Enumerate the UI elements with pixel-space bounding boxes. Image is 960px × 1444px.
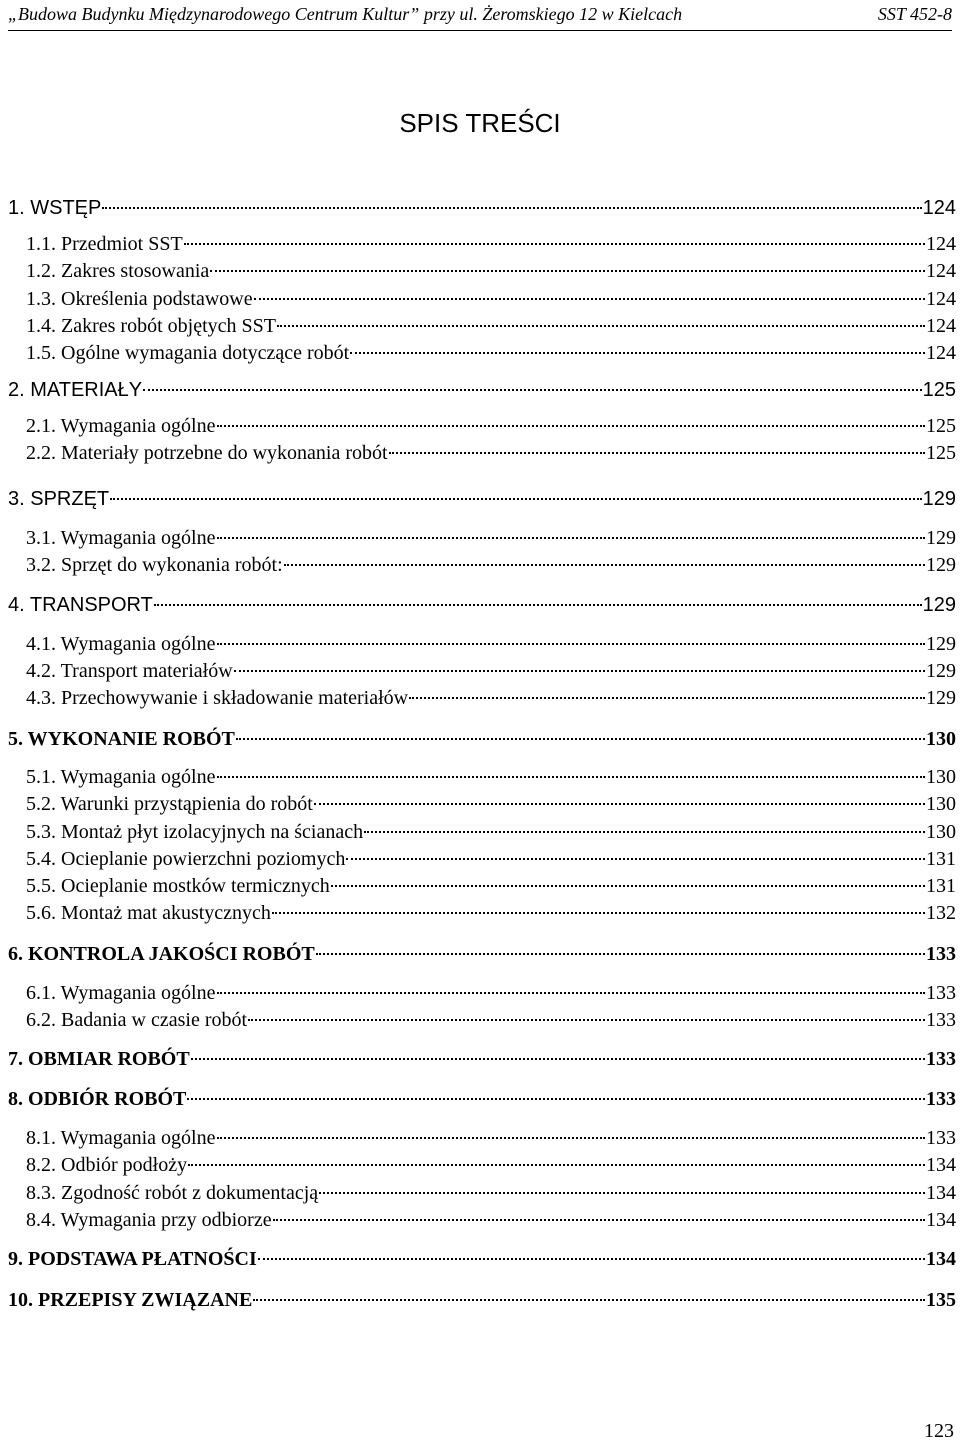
leader-dots — [389, 452, 925, 454]
toc-subsection[interactable] — [26, 414, 956, 438]
toc-subsection[interactable] — [26, 1153, 956, 1177]
leader-dots — [236, 738, 925, 740]
leader-dots — [253, 1299, 925, 1301]
toc-section[interactable] — [8, 593, 956, 617]
toc-page-number: 129 — [926, 554, 956, 576]
toc-label: 8.2. Odbiór podłoży — [26, 1154, 188, 1176]
toc-page-number: 133 — [926, 1009, 956, 1031]
leader-dots — [364, 831, 925, 833]
toc-page-number: 134 — [926, 1182, 956, 1204]
leader-dots — [331, 885, 925, 887]
toc-label: 8. ODBIÓR ROBÓT — [8, 1088, 187, 1110]
toc-subsection[interactable] — [26, 259, 956, 283]
toc-subsection[interactable] — [26, 553, 956, 577]
toc-page-number: 129 — [922, 488, 956, 510]
toc-subsection[interactable] — [26, 820, 956, 844]
toc-page-number: 130 — [926, 821, 956, 843]
toc-page-number: 124 — [926, 288, 956, 310]
header-spec-code: SST 452-8 — [877, 4, 952, 24]
toc-section[interactable] — [8, 727, 956, 751]
toc-label: 6. KONTROLA JAKOŚCI ROBÓT — [8, 943, 315, 965]
toc-label: 8.4. Wymagania przy odbiorze — [26, 1209, 272, 1231]
toc-subsection[interactable] — [26, 526, 956, 550]
leader-dots — [254, 298, 925, 300]
toc-subsection[interactable] — [26, 659, 956, 683]
toc-page-number: 125 — [922, 379, 956, 401]
toc-subsection[interactable] — [26, 441, 956, 465]
toc-label: 3.2. Sprzęt do wykonania robót: — [26, 554, 283, 576]
toc-page-number: 124 — [926, 315, 956, 337]
toc-label: 4.1. Wymagania ogólne — [26, 633, 216, 655]
toc-label: 1. WSTĘP — [8, 197, 102, 219]
toc-subsection[interactable] — [26, 981, 956, 1005]
toc-label: 5.6. Montaż mat akustycznych — [26, 902, 271, 924]
toc-label: 4.3. Przechowywanie i składowanie materiałów — [26, 687, 409, 709]
toc-page-number: 133 — [926, 943, 956, 965]
toc-page-number: 129 — [926, 527, 956, 549]
leader-dots — [154, 604, 922, 606]
toc-page-number: 129 — [926, 633, 956, 655]
toc-label: 4. TRANSPORT — [8, 594, 153, 616]
toc-label: 1.1. Przedmiot SST — [26, 233, 183, 255]
toc-page-number: 124 — [922, 197, 956, 219]
leader-dots — [217, 776, 926, 778]
leader-dots — [217, 643, 926, 645]
toc-subsection[interactable] — [26, 1181, 956, 1205]
toc-label: 2.1. Wymagania ogólne — [26, 415, 216, 437]
toc-subsection[interactable] — [26, 847, 956, 871]
toc-page-number: 132 — [926, 902, 956, 924]
toc-page-number: 133 — [926, 1048, 956, 1070]
toc-section[interactable] — [8, 487, 956, 511]
toc-section[interactable] — [8, 1288, 956, 1312]
toc-label: 6.2. Badania w czasie robót — [26, 1009, 248, 1031]
page-title: SPIS TREŚCI — [399, 108, 561, 138]
toc-label: 5.1. Wymagania ogólne — [26, 766, 216, 788]
toc-subsection[interactable] — [26, 1208, 956, 1232]
toc-label: 4.2. Transport materiałów — [26, 660, 233, 682]
toc-page-number: 129 — [926, 660, 956, 682]
toc-label: 5.5. Ocieplanie mostków termicznych — [26, 875, 330, 897]
toc-page-number: 130 — [926, 766, 956, 788]
toc-subsection[interactable] — [26, 632, 956, 656]
toc-page-number: 133 — [926, 1088, 956, 1110]
toc-subsection[interactable] — [26, 792, 956, 816]
toc-page-number: 135 — [926, 1289, 956, 1311]
toc-label: 1.5. Ogólne wymagania dotyczące robót — [26, 342, 350, 364]
toc-section[interactable] — [8, 196, 956, 220]
leader-dots — [248, 1019, 925, 1021]
toc-page-number: 130 — [926, 728, 956, 750]
leader-dots — [210, 270, 925, 272]
page-number: 123 — [924, 1420, 954, 1442]
toc-label: 2.2. Materiały potrzebne do wykonania robót — [26, 442, 388, 464]
toc-label: 5.4. Ocieplanie powierzchni poziomych — [26, 848, 346, 870]
leader-dots — [110, 498, 921, 500]
leader-dots — [188, 1164, 925, 1166]
leader-dots — [184, 243, 925, 245]
leader-dots — [272, 912, 925, 914]
toc-label: 2. MATERIAŁY — [8, 379, 143, 401]
toc-page-number: 129 — [922, 594, 956, 616]
toc-subsection[interactable] — [26, 287, 956, 311]
leader-dots — [217, 1137, 926, 1139]
leader-dots — [273, 1219, 925, 1221]
toc-subsection[interactable] — [26, 765, 956, 789]
toc-section[interactable] — [8, 1247, 956, 1271]
toc-subsection[interactable] — [26, 686, 956, 710]
leader-dots — [409, 697, 925, 699]
leader-dots — [277, 325, 925, 327]
toc-page-number: 134 — [926, 1248, 956, 1270]
toc-label: 1.2. Zakres stosowania — [26, 260, 210, 282]
toc-subsection[interactable] — [26, 901, 956, 925]
leader-dots — [258, 1258, 925, 1260]
toc-page-number: 133 — [926, 1127, 956, 1149]
toc-page-number: 129 — [926, 687, 956, 709]
leader-dots — [284, 564, 925, 566]
toc-page-number: 134 — [926, 1154, 956, 1176]
toc-page-number: 125 — [926, 442, 956, 464]
toc-label: 5. WYKONANIE ROBÓT — [8, 728, 235, 750]
toc-subsection[interactable] — [26, 314, 956, 338]
toc-page-number: 124 — [926, 260, 956, 282]
toc-label: 8.3. Zgodność robót z dokumentacją — [26, 1182, 319, 1204]
leader-dots — [187, 1098, 925, 1100]
leader-dots — [346, 858, 925, 860]
toc-label: 1.4. Zakres robót objętych SST — [26, 315, 276, 337]
toc-label: 8.1. Wymagania ogólne — [26, 1127, 216, 1149]
leader-dots — [191, 1058, 925, 1060]
toc-page-number: 133 — [926, 982, 956, 1004]
toc-label: 3. SPRZĘT — [8, 488, 110, 510]
toc-label: 7. OBMIAR ROBÓT — [8, 1048, 190, 1070]
toc-page-number: 131 — [926, 875, 956, 897]
toc-page-number: 124 — [926, 342, 956, 364]
toc-label: 5.3. Montaż płyt izolacyjnych na ścianach — [26, 821, 364, 843]
toc-label: 9. PODSTAWA PŁATNOŚCI — [8, 1248, 257, 1270]
toc-label: 3.1. Wymagania ogólne — [26, 527, 216, 549]
leader-dots — [217, 425, 926, 427]
toc-subsection[interactable] — [26, 341, 956, 365]
toc-subsection[interactable] — [26, 874, 956, 898]
toc-page-number: 124 — [926, 233, 956, 255]
toc-label: 10. PRZEPISY ZWIĄZANE — [8, 1289, 253, 1311]
page-header — [8, 2, 952, 31]
toc-section[interactable] — [8, 1087, 956, 1111]
toc-page-number: 131 — [926, 848, 956, 870]
leader-dots — [316, 953, 925, 955]
leader-dots — [234, 670, 925, 672]
toc-section[interactable] — [8, 1047, 956, 1071]
header-document-title: „Budowa Budynku Międzynarodowego Centrum Kultur” przy ul. Żeromskiego 12 w Kielcach — [8, 4, 683, 24]
toc-subsection[interactable] — [26, 1008, 956, 1032]
leader-dots — [217, 537, 926, 539]
toc-section[interactable] — [8, 378, 956, 402]
leader-dots — [217, 992, 926, 994]
toc-section[interactable] — [8, 942, 956, 966]
leader-dots — [350, 352, 925, 354]
toc-label: 5.2. Warunki przystąpienia do robót — [26, 793, 313, 815]
toc-page-number: 125 — [926, 415, 956, 437]
leader-dots — [102, 207, 921, 209]
toc-subsection[interactable] — [26, 232, 956, 256]
leader-dots — [143, 389, 922, 391]
toc-page-number: 130 — [926, 793, 956, 815]
toc-page-number: 134 — [926, 1209, 956, 1231]
toc-label: 1.3. Określenia podstawowe — [26, 288, 253, 310]
toc-label: 6.1. Wymagania ogólne — [26, 982, 216, 1004]
leader-dots — [314, 803, 925, 805]
toc-subsection[interactable] — [26, 1126, 956, 1150]
leader-dots — [319, 1192, 925, 1194]
